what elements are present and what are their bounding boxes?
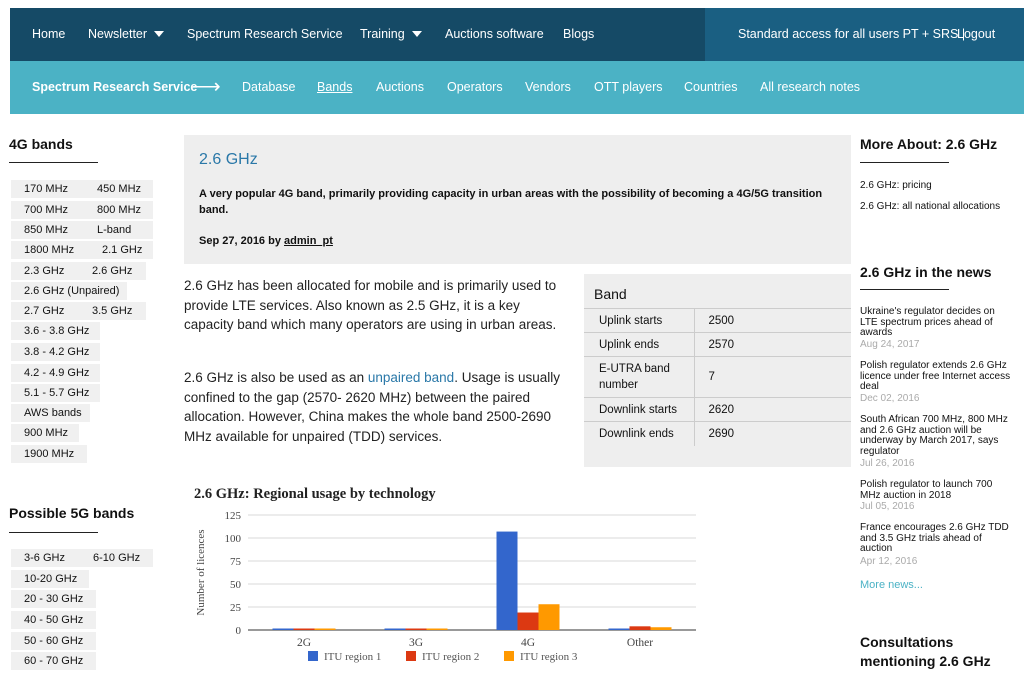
band-link-40-50ghz[interactable]: 40 - 50 GHz [11, 611, 96, 629]
band-link-50-60ghz[interactable]: 50 - 60 GHz [11, 632, 96, 650]
y-tick-label: 75 [230, 556, 241, 568]
band-link-1900mhz[interactable]: 1900 MHz [11, 445, 87, 463]
bar [427, 629, 448, 631]
y-tick-label: 100 [224, 533, 241, 545]
subnav-all-research-notes[interactable] [760, 61, 860, 114]
legend-label: ITU region 1 [324, 651, 382, 663]
nav-blogs[interactable] [563, 8, 594, 61]
table-cell-label: E-UTRA band number [584, 357, 694, 398]
band-link-3-6ghz[interactable]: 3-6 GHz [11, 549, 80, 567]
bar [315, 629, 336, 631]
divider [9, 532, 98, 533]
nav-auctions-software[interactable] [445, 8, 544, 61]
5g-bands-heading: Possible 5G bands [9, 505, 135, 521]
nav-training-label: Training [360, 27, 405, 41]
band-link-2-7ghz[interactable]: 2.7 GHz [11, 302, 79, 320]
band-link-6-10ghz[interactable]: 6-10 GHz [80, 549, 153, 567]
consultations-heading: Consultations mentioning 2.6 GHz [860, 634, 991, 669]
band-link-450mhz[interactable]: 450 MHz [84, 180, 153, 198]
band-link-2-6ghz[interactable]: 2.6 GHz [79, 262, 146, 280]
bar [630, 626, 651, 630]
bar [406, 629, 427, 631]
bar [294, 629, 315, 631]
news-item-date: Apr 12, 2016 [860, 556, 918, 567]
subnav-auctions-label: Auctions [376, 80, 424, 94]
band-link-2-3ghz[interactable]: 2.3 GHz [11, 262, 79, 280]
band-link-700mhz[interactable]: 700 MHz [11, 201, 84, 219]
news-item-date: Jul 26, 2016 [860, 458, 915, 469]
band-link-2-6ghz-unpaired[interactable]: 2.6 GHz (Unpaired) [11, 282, 127, 300]
table-cell-label: Downlink ends [584, 422, 694, 446]
subnav-brand[interactable] [32, 61, 197, 114]
x-tick-label: 3G [408, 637, 424, 649]
nav-training[interactable] [360, 8, 422, 61]
subnav-countries-label: Countries [684, 80, 738, 94]
table-row [584, 333, 851, 357]
legend-label: ITU region 2 [422, 651, 480, 663]
bar [518, 613, 539, 630]
bar [385, 629, 406, 631]
x-tick-label: 4G [520, 637, 536, 649]
band-link-10-20ghz[interactable]: 10-20 GHz [11, 570, 89, 588]
y-axis-label: Number of licences [195, 529, 207, 616]
regional-usage-chart [184, 505, 714, 675]
band-box-title: Band [594, 286, 627, 302]
news-heading: 2.6 GHz in the news [860, 264, 992, 280]
subnav-ott-players[interactable] [594, 61, 663, 114]
subnav-countries[interactable] [684, 61, 738, 114]
band-link-1800mhz[interactable]: 1800 MHz [11, 241, 89, 259]
news-item-date: Aug 24, 2017 [860, 339, 920, 350]
top-navigation-bar [10, 8, 1024, 61]
table-row [584, 309, 851, 333]
news-item-title[interactable]: Ukraine's regulator decides on LTE spectrum prices ahead of awards [860, 306, 995, 338]
subnav-research-notes-label: All research notes [760, 80, 861, 94]
table-cell-value: 7 [694, 357, 851, 398]
access-status-text [738, 8, 965, 61]
x-tick-label: 2G [296, 637, 312, 649]
nav-spectrum-label: Spectrum Research Service [187, 27, 343, 41]
nav-home[interactable] [32, 8, 65, 61]
y-tick-label: 50 [230, 579, 241, 591]
legend-label: ITU region 3 [520, 651, 578, 663]
table-cell-value: 2570 [694, 333, 851, 357]
logout-label: Logout [957, 27, 996, 41]
nav-newsletter[interactable] [88, 8, 164, 61]
table-cell-value: 2620 [694, 398, 851, 422]
band-link-170mhz[interactable]: 170 MHz [11, 180, 84, 198]
x-tick-label: Other [626, 637, 654, 649]
article-header [184, 135, 851, 264]
more-about-heading: More About: 2.6 GHz [860, 136, 998, 152]
y-tick-label: 0 [235, 625, 241, 637]
more-news-link[interactable]: More news... [860, 579, 923, 591]
table-cell-label: Uplink starts [584, 309, 694, 333]
legend-swatch [406, 651, 416, 661]
article-title: 2.6 GHz [199, 151, 258, 168]
article-byline [199, 235, 333, 247]
band-link-900mhz[interactable]: 900 MHz [11, 424, 79, 442]
table-row [584, 357, 851, 398]
sub-navigation-bar [10, 61, 1024, 114]
bar [539, 604, 560, 630]
allocations-link[interactable]: 2.6 GHz: all national allocations [860, 201, 1001, 212]
band-link-2-1ghz[interactable]: 2.1 GHz [89, 241, 153, 259]
author-link[interactable]: admin_pt [284, 235, 333, 247]
band-link-3-6-3-8ghz[interactable]: 3.6 - 3.8 GHz [11, 322, 100, 340]
subnav-vendors[interactable] [525, 61, 571, 114]
subnav-brand-label: Spectrum Research Service [32, 80, 198, 94]
bar [497, 532, 518, 630]
nav-auctions-label: Auctions software [445, 27, 544, 41]
news-item-date: Dec 02, 2016 [860, 393, 920, 404]
chart-title: 2.6 GHz: Regional usage by technology [194, 486, 436, 502]
news-item-title[interactable]: France encourages 2.6 GHz TDD and 3.5 GHz trials ahead of auction [860, 522, 1009, 554]
band-link-3-8-4-2ghz[interactable]: 3.8 - 4.2 GHz [11, 343, 100, 361]
unpaired-band-link[interactable]: unpaired band [367, 370, 455, 385]
bar [609, 629, 630, 631]
arrow-glyph: ⟶ [192, 76, 221, 98]
nav-spectrum-research-service[interactable] [187, 8, 343, 61]
y-tick-label: 25 [230, 602, 241, 614]
table-row [584, 422, 851, 446]
table-cell-value: 2690 [694, 422, 851, 446]
y-tick-label: 125 [224, 510, 241, 522]
divider [860, 289, 949, 290]
subnav-auctions[interactable] [376, 61, 424, 114]
subnav-vendors-label: Vendors [525, 80, 571, 94]
band-link-3-5ghz[interactable]: 3.5 GHz [79, 302, 146, 320]
band-link-20-30ghz[interactable]: 20 - 30 GHz [11, 590, 96, 608]
band-link-60-70ghz[interactable]: 60 - 70 GHz [11, 652, 96, 670]
subnav-bands-label: Bands [317, 80, 353, 94]
4g-bands-heading: 4G bands [9, 136, 73, 152]
bar [651, 627, 672, 630]
divider [9, 162, 98, 163]
chevron-down-icon [154, 31, 164, 37]
paragraph-text: 2.6 GHz is also be used as an [184, 370, 368, 385]
legend-swatch [504, 651, 514, 661]
nav-home-label: Home [32, 27, 66, 41]
subnav-operators-label: Operators [447, 80, 503, 94]
article-date: Sep 27, 2016 by [199, 235, 281, 247]
logout-link[interactable] [957, 8, 995, 61]
band-link-5-1-5-7ghz[interactable]: 5.1 - 5.7 GHz [11, 384, 100, 402]
band-link-850mhz[interactable]: 850 MHz [11, 221, 84, 239]
arrow-right-icon [192, 61, 221, 114]
band-link-4-2-4-9ghz[interactable]: 4.2 - 4.9 GHz [11, 364, 100, 382]
article-subtitle: A very popular 4G band, primarily providing capacity in urban areas with the possibility of becoming a 4G/5G transition band. [199, 188, 823, 216]
access-status-label: Standard access for all users PT + SRS | [738, 27, 966, 41]
subnav-database[interactable] [242, 61, 296, 114]
band-info-box [584, 274, 851, 467]
news-item-date: Jul 05, 2016 [860, 501, 915, 512]
news-item-title[interactable]: South African 700 MHz, 800 MHz and 2.6 GHz auction will be underway by March 2017, says regulator [860, 414, 1008, 457]
article-paragraph-2 [184, 368, 569, 446]
nav-newsletter-label: Newsletter [88, 27, 148, 41]
table-cell-value: 2500 [694, 309, 851, 333]
news-item-title[interactable]: Polish regulator extends 2.6 GHz licence under free Internet access deal [860, 360, 1011, 392]
chevron-down-icon [412, 31, 422, 37]
band-link-aws[interactable]: AWS bands [11, 404, 90, 422]
subnav-bands[interactable] [317, 61, 352, 114]
subnav-operators[interactable] [447, 61, 503, 114]
subnav-ott-label: OTT players [594, 80, 663, 94]
table-cell-label: Uplink ends [584, 333, 694, 357]
bar [273, 629, 294, 631]
nav-blogs-label: Blogs [563, 27, 595, 41]
band-link-l-band[interactable]: L-band [84, 221, 153, 239]
legend-swatch [308, 651, 318, 661]
subnav-database-label: Database [242, 80, 296, 94]
table-cell-label: Downlink starts [584, 398, 694, 422]
divider [860, 162, 949, 163]
band-link-800mhz[interactable]: 800 MHz [84, 201, 153, 219]
band-info-table [584, 308, 851, 446]
article-paragraph-1: 2.6 GHz has been allocated for mobile and is primarily used to provide LTE services. Also known as 2.5 GHz, it is a key capacity band which many operators are using in urban areas. [184, 278, 557, 332]
news-item-title[interactable]: Polish regulator to launch 700 MHz auction in 2018 [860, 479, 993, 501]
pricing-link[interactable]: 2.6 GHz: pricing [860, 180, 932, 191]
table-row [584, 398, 851, 422]
paragraph-text: . Usage is usually confined to the gap (2570- 2620 MHz) between the paired allocation. However, China makes the whole band 2500-2690 MHz available for unpaired (TDD) services. [184, 370, 560, 444]
